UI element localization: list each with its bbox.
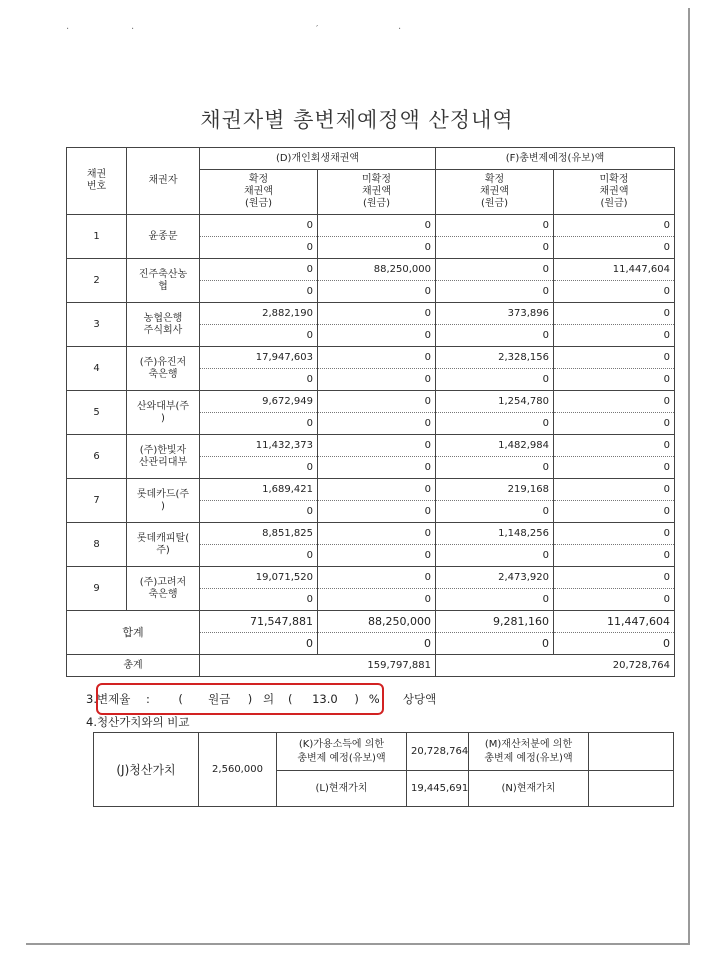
amount-cell: 1,254,780 [436,391,554,413]
amount-cell: 17,947,603 [200,347,318,369]
amount-cell: 0 [200,237,318,259]
amount-cell: 0 [554,523,675,545]
rate-close-paren-2: ) [354,692,359,706]
amount-cell: 373,896 [436,303,554,325]
amount-cell: 0 [200,325,318,347]
amount-cell: 0 [318,523,436,545]
subtotal-cell: 0 [318,633,436,655]
amount-cell: 219,168 [436,479,554,501]
present-value-l: 19,445,691 [407,771,469,807]
subtotal-label: 합계 [67,611,200,655]
amount-cell: 0 [436,369,554,391]
creditor-number: 9 [67,567,127,611]
amount-cell: 0 [554,567,675,589]
creditor-table [66,147,675,677]
amount-cell: 0 [200,369,318,391]
liquidation-compare-table [93,732,674,807]
amount-cell: 0 [318,281,436,303]
amount-cell: 0 [554,479,675,501]
amount-cell: 0 [554,589,675,611]
amount-cell: 0 [318,589,436,611]
document-title: 채권자별 총변제예정액 산정내역 [200,108,514,132]
amount-cell: 0 [554,303,675,325]
amount-cell: 88,250,000 [318,259,436,281]
amount-cell: 11,432,373 [200,435,318,457]
amount-cell: 1,148,256 [436,523,554,545]
subtotal-cell: 0 [436,633,554,655]
amount-cell: 0 [318,215,436,237]
repayment-rate-line [86,691,436,707]
header-d-confirmed: 확정 채권액 (원금) [200,170,318,215]
amount-cell: 0 [200,545,318,567]
rate-highlight-box [96,683,384,715]
rate-open-paren-2: ( [288,692,293,706]
amount-cell: 19,071,520 [200,567,318,589]
creditor-name: 농협은행 주식회사 [127,303,200,347]
amount-cell: 0 [436,545,554,567]
amount-cell: 0 [200,215,318,237]
amount-cell: 0 [200,259,318,281]
present-value-l-label: (L)현재가치 [277,771,407,807]
amount-cell: 0 [554,457,675,479]
total-f-value: 20,728,764 [436,655,675,677]
amount-cell: 0 [200,501,318,523]
amount-cell: 0 [318,567,436,589]
table-row [67,479,675,501]
present-value-n-label: (N)현재가치 [469,771,589,807]
amount-cell: 0 [318,501,436,523]
creditor-name: 롯데캐피탈( 주) [127,523,200,567]
creditor-name: 산와대부(주 ) [127,391,200,435]
amount-cell: 0 [200,281,318,303]
creditor-number: 5 [67,391,127,435]
document-page: · · ′ · 채권자별 총변제예정액 산정내역 채권 번호 채권자 (D)개인회생채권액 (F)총변제예정(유보)액 확정 채권액 (원금) 미확정 채권액 (원금) 확정 채권액 (원금) 미확정 채권액 (원금) 1 윤종문 0 0 0 0 0 0 0 0 2 진주축산농 협 0 88,250,000 0 11,447,604 0 0 0 0 3 농협은행 주식회사 2,882,190 0 373,896 0 0 0 0 0 4 (주)유진저 축은행 17,947,603 0 2,328,156 0 0 0 0 0 5 산와대부(주 ) 9,672,949 0 1,254,780 0 0 0 0 0 6 (주)한빛자 산관리대부 11,432,373 0 1,482,984 0 0 0 0 0 7 롯데카드(주 ) 1,689,421 0 219,168 0 0 0 0 0 8 롯데캐피탈( 주) 8,851,825 0 1,148,256 0 0 0 0 0 9 (주)고려저 축은행 19,071,520 0 2,473,920 0 0 0 0 0 합계 71,547,881 88,250,000 9,281,160 11,447,604 0 0 0 0 총계 159,797,881 20,728,764 3.변제율 : ( 원금 ) 의 ( 13.0 ) % 상당액 4.청산가치와의 비교 (J)청산가치 2,560,000 (K)가용소득에 의한 총변제 예정(유보)액 20,728,764 (M)재산처분에 의한 총변제 예정(유보)액 (L)현재가치 19,445,691 (N)현재가치 [26,8,690,945]
subtotal-cell: 9,281,160 [436,611,554,633]
rate-suffix: 상당액 [402,692,437,706]
total-d-value: 159,797,881 [200,655,436,677]
creditor-name: 진주축산농 협 [127,259,200,303]
table-row [67,523,675,545]
header-f-unconfirmed: 미확정 채권액 (원금) [554,170,675,215]
creditor-number: 2 [67,259,127,303]
table-row [67,303,675,325]
income-repayment-label: (K)가용소득에 의한 총변제 예정(유보)액 [277,733,407,771]
rate-close-paren: ) [247,692,253,706]
amount-cell: 0 [318,303,436,325]
amount-cell: 11,447,604 [554,259,675,281]
creditor-number: 1 [67,215,127,259]
amount-cell: 0 [436,457,554,479]
amount-cell: 0 [318,479,436,501]
amount-cell: 0 [436,413,554,435]
amount-cell: 2,328,156 [436,347,554,369]
creditor-name: 롯데카드(주 ) [127,479,200,523]
liquidation-value: 2,560,000 [199,733,277,807]
amount-cell: 1,482,984 [436,435,554,457]
rate-colon: : [146,692,150,706]
amount-cell: 0 [318,545,436,567]
amount-cell: 2,473,920 [436,567,554,589]
creditor-number: 4 [67,347,127,391]
amount-cell: 0 [200,457,318,479]
table-row [67,215,675,237]
creditor-name: (주)유진저 축은행 [127,347,200,391]
subtotal-cell: 11,447,604 [554,611,675,633]
rate-value: 13.0 [312,692,338,706]
amount-cell: 0 [318,391,436,413]
amount-cell: 0 [554,369,675,391]
amount-cell: 0 [436,501,554,523]
income-repayment-value: 20,728,764 [407,733,469,771]
header-group-d: (D)개인회생채권액 [200,148,436,170]
rate-open-paren: ( [178,692,183,706]
amount-cell: 0 [554,391,675,413]
creditor-rows [67,215,675,611]
creditor-number: 7 [67,479,127,523]
header-no: 채권 번호 [67,148,127,215]
creditor-name: (주)고려저 축은행 [127,567,200,611]
rate-of: 의 [263,692,275,706]
amount-cell: 0 [554,215,675,237]
header-group-f: (F)총변제예정(유보)액 [436,148,675,170]
creditor-name: 윤종문 [127,215,200,259]
amount-cell: 0 [554,325,675,347]
amount-cell: 1,689,421 [200,479,318,501]
amount-cell: 0 [554,347,675,369]
amount-cell: 0 [554,413,675,435]
amount-cell: 0 [554,435,675,457]
subtotal-cell: 88,250,000 [318,611,436,633]
amount-cell: 0 [436,325,554,347]
table-row [67,567,675,589]
header-d-unconfirmed: 미확정 채권액 (원금) [318,170,436,215]
asset-repayment-label: (M)재산처분에 의한 총변제 예정(유보)액 [469,733,589,771]
amount-cell: 0 [318,435,436,457]
amount-cell: 0 [318,457,436,479]
amount-cell: 9,672,949 [200,391,318,413]
subtotal-cell: 71,547,881 [200,611,318,633]
table-row [67,347,675,369]
creditor-number: 8 [67,523,127,567]
amount-cell: 0 [436,215,554,237]
amount-cell: 0 [436,259,554,281]
amount-cell: 0 [554,281,675,303]
amount-cell: 0 [554,545,675,567]
subtotal-cell: 0 [200,633,318,655]
table-row [67,435,675,457]
amount-cell: 0 [436,237,554,259]
total-label: 총계 [67,655,200,677]
creditor-name: (주)한빛자 산관리대부 [127,435,200,479]
amount-cell: 0 [318,347,436,369]
amount-cell: 0 [318,237,436,259]
liquidation-value-label: (J)청산가치 [94,733,199,807]
rate-basis: 원금 [208,692,231,706]
amount-cell: 0 [318,413,436,435]
table-row [67,391,675,413]
compare-heading: 4.청산가치와의 비교 [86,715,190,729]
amount-cell: 0 [318,369,436,391]
table-row [67,259,675,281]
creditor-number: 3 [67,303,127,347]
subtotal-cell: 0 [554,633,675,655]
amount-cell: 0 [200,589,318,611]
rate-prefix: 3.변제율 [86,692,131,706]
amount-cell: 2,882,190 [200,303,318,325]
amount-cell: 0 [318,325,436,347]
creditor-number: 6 [67,435,127,479]
amount-cell: 0 [554,501,675,523]
rate-percent: % [368,692,380,706]
asset-repayment-value [589,733,674,771]
header-f-confirmed: 확정 채권액 (원금) [436,170,554,215]
present-value-n [589,771,674,807]
amount-cell: 8,851,825 [200,523,318,545]
amount-cell: 0 [200,413,318,435]
header-creditor: 채권자 [127,148,200,215]
amount-cell: 0 [554,237,675,259]
amount-cell: 0 [436,589,554,611]
amount-cell: 0 [436,281,554,303]
